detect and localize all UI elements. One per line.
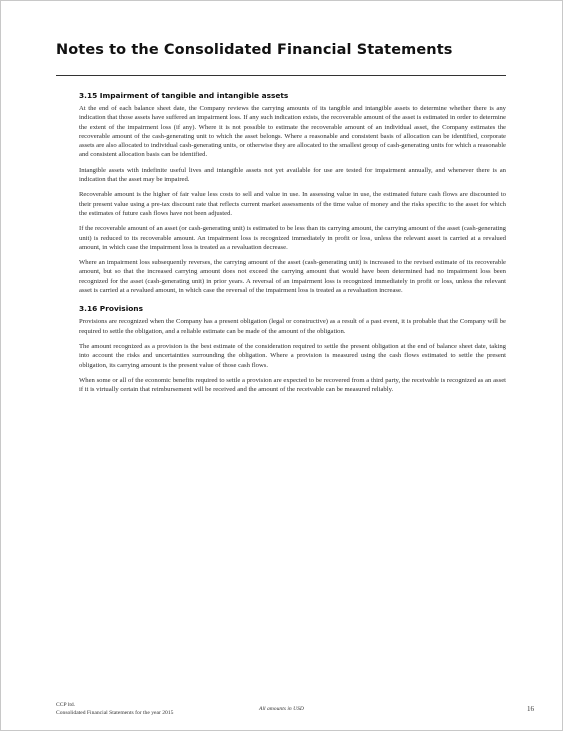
section-heading: 3.16 Provisions — [79, 304, 143, 314]
page-number: 16 — [527, 705, 534, 713]
section-heading: 3.15 Impairment of tangible and intangible assets — [79, 91, 289, 100]
section-provisions — [79, 304, 506, 394]
paragraph: At the end of each balance sheet date, the Company reviews the carrying amounts of its tangible and intangible assets to determine whether there is any indication that those assets have suffered an impairment loss. If any such indication exists, the recoverable amount of the asset is estimated in order to determine the extent of the impairment loss (if any). Where it is not possible to estimate the recoverable amount of an individual asset, the Company estimates the recoverable amount of the cash-generating unit to which the asset belongs. Where a reasonable and consistent basis of allocation can be identified, corporate assets are also allocated to individual cash-generating units, or otherwise they are allocated to the smallest group of cash-generating units for which a reasonable and consistent allocation basis can be identified. — [79, 105, 506, 159]
paragraph: Intangible assets with indefinite useful lives and intangible assets not yet available for use are tested for impairment annually, and whenever there is an indication that the asset may be impaired. — [79, 166, 506, 184]
footer-company: CCP ltd. — [56, 702, 76, 708]
paragraph: If the recoverable amount of an asset (or cash-generating unit) is estimated to be less than its carrying amount, the carrying amount of the asset (cash-generating unit) is reduced to its recoverable amount. An impairment loss is recognized immediately in profit or loss, unless the relevant asset is carried at a revalued amount, in which case the impairment loss is treated as a revaluation decrease. — [79, 225, 506, 251]
footer-currency-note: All amounts in USD — [259, 706, 304, 712]
title-divider — [56, 75, 506, 76]
paragraph: When some or all of the economic benefits required to settle a provision are expected to be recovered from a third party, the receivable is recognized as an asset if it is virtually certain that reimbursement will be received and the amount of the receivable can be measured reliably. — [79, 376, 506, 394]
paragraph: Where an impairment loss subsequently reverses, the carrying amount of the asset (cash-generating unit) is increased to the revised estimate of its recoverable amount, but so that the increased carrying amount does not exceed the carrying amount that would have been determined had no impairment loss been recognized for the asset (cash-generating unit) in prior years. A reversal of an impairment loss is recognized immediately in profit or loss, unless the relevant asset is carried at a revalued amount, in which case the reversal of the impairment loss is treated as a revaluation increase. — [79, 259, 506, 295]
paragraph: Recoverable amount is the higher of fair value less costs to sell and value in use. In assessing value in use, the estimated future cash flows are discounted to their present value using a pre-tax discount rate that reflects current market assessments of the time value of money and the risks specific to the asset for which the estimates of future cash flows have not been adjusted. — [79, 191, 506, 217]
footer-statement: Consolidated Financial Statements for the year 2015 — [56, 710, 174, 716]
section-impairment — [79, 91, 506, 295]
notes-content — [79, 91, 506, 400]
paragraph: Provisions are recognized when the Company has a present obligation (legal or constructive) as a result of a past event, it is probable that the Company will be required to settle the obligation, and a reliable estimate can be made of the amount of the obligation. — [79, 318, 506, 335]
paragraph: The amount recognized as a provision is the best estimate of the consideration required to settle the present obligation at the end of balance sheet date, taking into account the risks and uncertainties surrounding the obligation. Where a provision is measured using the cash flows estimated to settle the present obligation, its carrying amount is the present value of those cash flows. — [79, 342, 506, 369]
page-title: Notes to the Consolidated Financial Statements — [56, 42, 453, 58]
